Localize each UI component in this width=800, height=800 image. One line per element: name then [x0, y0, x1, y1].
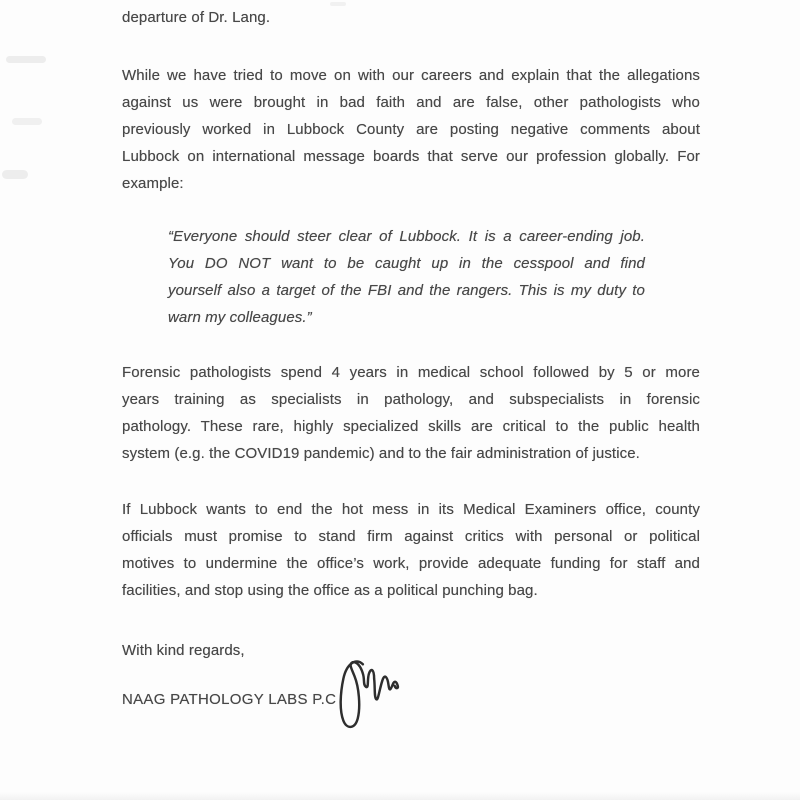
letter-line: motives to undermine the office’s work, provide adequate funding for staff and — [122, 555, 700, 572]
letter-line: NAAG PATHOLOGY LABS P.C — [122, 691, 337, 708]
letter-line: example: — [122, 175, 184, 192]
quoted-testimonial — [122, 223, 700, 331]
quote-line: “Everyone should steer clear of Lubbock. It is a career-ending job. — [168, 228, 645, 245]
closing-salutation — [122, 637, 700, 664]
letter-line: With kind regards, — [122, 642, 245, 659]
scan-smudge — [2, 170, 28, 179]
letter-line: If Lubbock wants to end the hot mess in its Medical Examiners office, county — [122, 501, 700, 518]
quote-line: warn my colleagues.” — [168, 309, 312, 326]
letter-line: pathology. These rare, highly specialized skills are critical to the public health — [122, 418, 700, 435]
quote-line: You DO NOT want to be caught up in the cesspool and find — [168, 255, 645, 272]
letter-line: officials must promise to stand firm against critics with personal or political — [122, 528, 700, 545]
quote-line: yourself also a target of the FBI and the rangers. This is my duty to — [168, 282, 645, 299]
letter-line: Forensic pathologists spend 4 years in medical school followed by 5 or more — [122, 364, 700, 381]
company-signoff — [122, 686, 700, 713]
letter-body — [122, 0, 700, 713]
paragraph-forensic-training — [122, 359, 700, 467]
scan-edge-shadow — [0, 792, 800, 800]
paragraph-allegations — [122, 62, 700, 197]
paragraph-appeal — [122, 496, 700, 604]
letter-line: years training as specialists in pathology, and subspecialists in forensic — [122, 391, 700, 408]
letter-line: against us were brought in bad faith and are false, other pathologists who — [122, 94, 700, 111]
letter-line: Lubbock on international message boards that serve our profession globally. For — [122, 148, 700, 165]
letter-line: departure of Dr. Lang. — [122, 9, 271, 26]
letter-line: system (e.g. the COVID19 pandemic) and to the fair administration of justice. — [122, 445, 640, 462]
handwritten-signature-icon — [328, 653, 410, 735]
letter-line: While we have tried to move on with our careers and explain that the allegations — [122, 67, 700, 84]
letter-line: facilities, and stop using the office as a political punching bag. — [122, 582, 538, 599]
paragraph-fragment — [122, 4, 700, 31]
scan-smudge — [12, 118, 42, 125]
scan-smudge — [6, 56, 46, 63]
letter-line: previously worked in Lubbock County are posting negative comments about — [122, 121, 700, 138]
